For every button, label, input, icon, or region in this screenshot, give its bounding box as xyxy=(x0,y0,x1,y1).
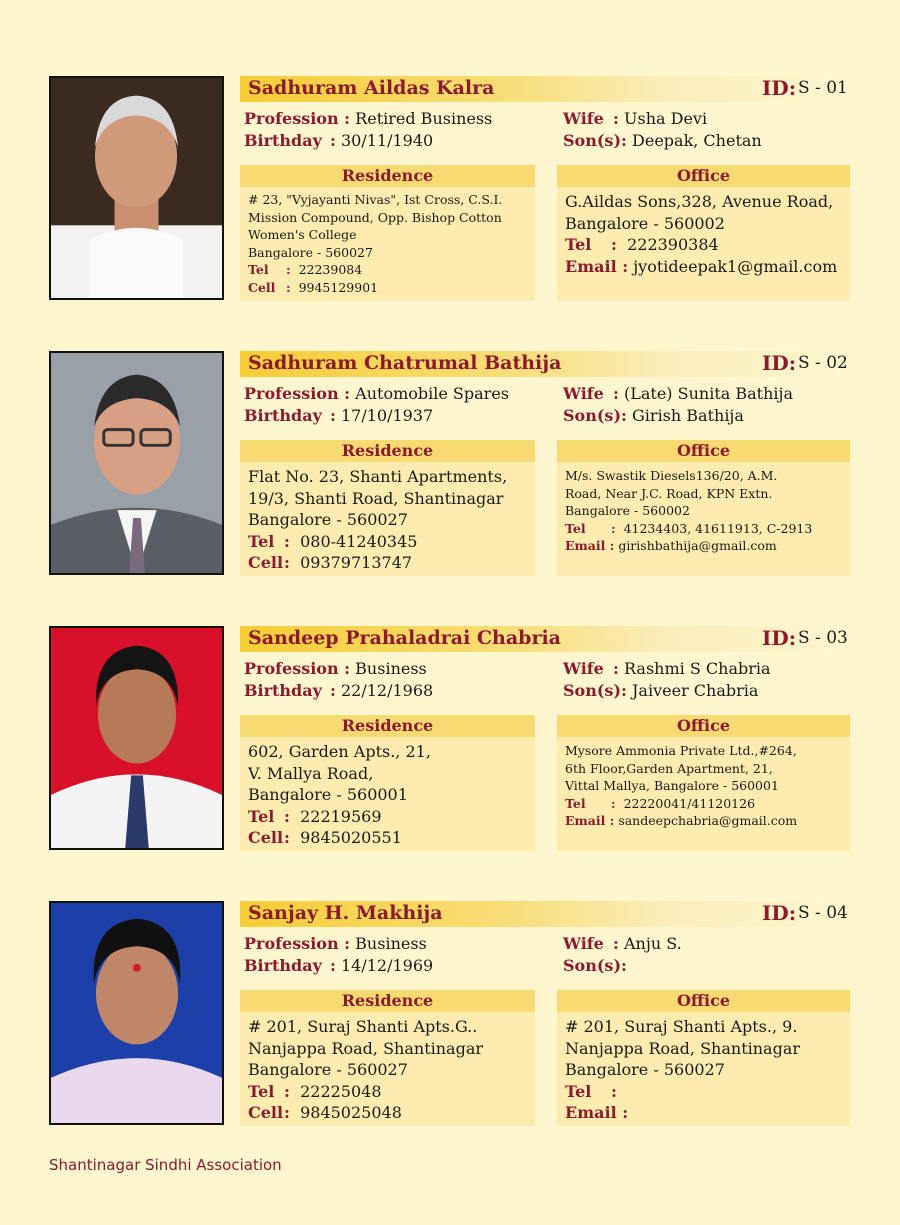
office-box xyxy=(557,715,850,851)
sons-value: Jaiveer Chabria xyxy=(632,681,759,700)
tel-value: 22225048 xyxy=(300,1081,382,1101)
profession-label: Profession : xyxy=(244,934,351,953)
cell-label: Cell xyxy=(248,1103,284,1122)
member-name: Sandeep Prahaladrai Chabria xyxy=(248,627,561,649)
birthday-colon: : xyxy=(330,956,336,975)
profession-row xyxy=(244,109,492,128)
colon: : xyxy=(284,1081,290,1101)
residence-heading: Residence xyxy=(240,990,535,1012)
office-email xyxy=(565,256,850,278)
residence-box xyxy=(240,990,535,1126)
office-box xyxy=(557,990,850,1126)
sons-row xyxy=(563,406,744,425)
wife-row xyxy=(563,659,771,678)
sons-label: Son(s): xyxy=(563,681,627,700)
colon: : xyxy=(286,262,291,277)
profession-value: Automobile Spares xyxy=(355,384,509,403)
member-name: Sanjay H. Makhija xyxy=(248,902,443,924)
profession-row xyxy=(244,384,509,403)
cell-label: Cell xyxy=(248,553,284,572)
office-tel xyxy=(565,520,850,538)
name-bar xyxy=(240,626,850,652)
sons-value: Girish Bathija xyxy=(632,406,744,425)
address-line: Nanjappa Road, Shantinagar xyxy=(248,1038,484,1058)
sons-label: Son(s): xyxy=(563,406,627,425)
wife-label: Wife xyxy=(563,659,604,678)
residence-cell xyxy=(248,827,535,849)
birthday-colon: : xyxy=(330,681,336,700)
sons-label: Son(s): xyxy=(563,956,627,975)
birthday-value: 14/12/1969 xyxy=(341,956,434,975)
address-line: M/s. Swastik Diesels136/20, A.M. xyxy=(565,468,778,483)
tel-value: 22219569 xyxy=(300,806,382,826)
sons-row xyxy=(563,956,627,975)
office-heading: Office xyxy=(557,990,850,1012)
member-photo xyxy=(49,901,224,1125)
colon: : xyxy=(284,553,290,572)
member-entry-s02 xyxy=(0,351,900,581)
tel-label: Tel xyxy=(248,531,275,551)
address-line: # 23, "Vyjayanti Nivas", Ist Cross, C.S.I. xyxy=(248,192,503,207)
wife-label: Wife xyxy=(563,109,604,128)
address-line: V. Mallya Road, xyxy=(248,763,374,783)
address-line: 19/3, Shanti Road, Shantinagar xyxy=(248,488,504,508)
email-value: jyotideepak1@gmail.com xyxy=(633,256,838,276)
profession-row xyxy=(244,659,427,678)
address-line: Mission Compound, Opp. Bishop Cotton xyxy=(248,209,502,225)
sons-row xyxy=(563,131,762,150)
address-line: Road, Near J.C. Road, KPN Extn. xyxy=(565,485,773,501)
member-name: Sadhuram Aildas Kalra xyxy=(248,77,495,99)
wife-value: Usha Devi xyxy=(624,109,708,128)
birthday-colon: : xyxy=(330,131,336,150)
cell-value: 9845025048 xyxy=(300,1103,402,1122)
colon: : xyxy=(611,235,617,254)
residence-tel xyxy=(248,531,535,553)
office-tel xyxy=(565,234,850,256)
address-line: Bangalore - 560027 xyxy=(248,510,408,529)
tel-label: Tel xyxy=(565,520,586,536)
tel-label: Tel xyxy=(565,235,592,254)
office-email xyxy=(565,537,850,555)
wife-colon: : xyxy=(613,109,619,128)
residence-box xyxy=(240,715,535,851)
office-heading: Office xyxy=(557,165,850,187)
wife-colon: : xyxy=(613,384,619,403)
name-bar xyxy=(240,76,850,102)
member-id: S - 01 xyxy=(798,78,848,98)
address-line: Flat No. 23, Shanti Apartments, xyxy=(248,467,508,486)
profession-label: Profession : xyxy=(244,659,351,678)
cell-value: 9845020551 xyxy=(300,828,402,847)
id-label: ID: xyxy=(762,626,797,650)
wife-colon: : xyxy=(613,934,619,953)
residence-tel xyxy=(248,261,535,279)
id-label: ID: xyxy=(762,901,797,925)
email-label: Email : xyxy=(565,813,615,828)
address-line: Nanjappa Road, Shantinagar xyxy=(565,1038,801,1058)
tel-label: Tel xyxy=(248,262,269,277)
tel-label: Tel xyxy=(248,1081,275,1101)
profession-row xyxy=(244,934,427,953)
residence-box xyxy=(240,440,535,576)
address-line: Bangalore - 560001 xyxy=(248,785,408,804)
residence-tel xyxy=(248,1081,535,1103)
profession-value: Business xyxy=(355,934,427,953)
birthday-row xyxy=(244,956,433,975)
profession-label: Profession : xyxy=(244,109,351,128)
tel-value: 22239084 xyxy=(298,262,363,277)
office-box xyxy=(557,165,850,301)
address-line: Vittal Mallya, Bangalore - 560001 xyxy=(565,778,779,793)
residence-cell xyxy=(248,1102,535,1124)
colon: : xyxy=(284,806,290,826)
wife-label: Wife xyxy=(563,934,604,953)
birthday-value: 22/12/1968 xyxy=(341,681,434,700)
birthday-value: 30/11/1940 xyxy=(341,131,434,150)
office-heading: Office xyxy=(557,715,850,737)
address-line: Bangalore - 560002 xyxy=(565,503,690,518)
office-email xyxy=(565,1102,850,1124)
colon: : xyxy=(284,1103,290,1122)
tel-label: Tel xyxy=(565,795,586,811)
cell-value: 09379713747 xyxy=(300,553,413,572)
cell-label: Cell xyxy=(248,279,276,295)
address-line: 6th Floor,Garden Apartment, 21, xyxy=(565,760,773,776)
wife-row xyxy=(563,109,707,128)
wife-colon: : xyxy=(613,659,619,678)
residence-heading: Residence xyxy=(240,165,535,187)
member-id: S - 04 xyxy=(798,903,848,923)
residence-heading: Residence xyxy=(240,715,535,737)
name-bar xyxy=(240,901,850,927)
office-box xyxy=(557,440,850,576)
address-line: # 201, Suraj Shanti Apts., 9. xyxy=(565,1017,798,1036)
member-photo xyxy=(49,76,224,300)
address-line: 602, Garden Apts., 21, xyxy=(248,742,431,761)
sons-value: Deepak, Chetan xyxy=(632,131,762,150)
birthday-value: 17/10/1937 xyxy=(341,406,434,425)
member-entry-s03 xyxy=(0,626,900,856)
wife-value: Rashmi S Chabria xyxy=(624,659,771,678)
sons-label: Son(s): xyxy=(563,131,627,150)
footer-association-name: Shantinagar Sindhi Association xyxy=(49,1156,282,1174)
profession-value: Retired Business xyxy=(355,109,493,128)
wife-value: (Late) Sunita Bathija xyxy=(624,384,794,403)
colon: : xyxy=(611,795,616,811)
colon: : xyxy=(611,1081,617,1101)
profession-label: Profession : xyxy=(244,384,351,403)
tel-value: 080-41240345 xyxy=(300,531,418,551)
birthday-label: Birthday xyxy=(244,681,322,700)
member-photo xyxy=(49,351,224,575)
wife-value: Anju S. xyxy=(624,934,682,953)
address-line: Bangalore - 560027 xyxy=(565,1060,725,1079)
colon: : xyxy=(611,520,616,536)
office-heading: Office xyxy=(557,440,850,462)
address-line: Women's College xyxy=(248,227,357,242)
address-line: Mysore Ammonia Private Ltd.,#264, xyxy=(565,743,797,758)
residence-tel xyxy=(248,806,535,828)
id-label: ID: xyxy=(762,76,797,100)
residence-cell xyxy=(248,552,535,574)
id-label: ID: xyxy=(762,351,797,375)
name-bar xyxy=(240,351,850,377)
address-line: G.Aildas Sons,328, Avenue Road, xyxy=(565,192,834,211)
cell-value: 9945129901 xyxy=(298,279,379,295)
office-tel xyxy=(565,1081,850,1103)
residence-box xyxy=(240,165,535,301)
residence-heading: Residence xyxy=(240,440,535,462)
member-entry-s01 xyxy=(0,76,900,306)
tel-value: 41234403, 41611913, C-2913 xyxy=(623,520,813,536)
member-photo xyxy=(49,626,224,850)
residence-cell xyxy=(248,279,535,297)
address-line: Bangalore - 560027 xyxy=(248,244,373,260)
wife-row xyxy=(563,384,793,403)
member-entry-s04 xyxy=(0,901,900,1131)
birthday-row xyxy=(244,131,433,150)
email-label: Email : xyxy=(565,538,615,553)
tel-label: Tel xyxy=(248,806,275,826)
birthday-label: Birthday xyxy=(244,406,322,425)
colon: : xyxy=(286,279,291,295)
member-name: Sadhuram Chatrumal Bathija xyxy=(248,352,562,374)
office-email xyxy=(565,812,850,830)
tel-label: Tel xyxy=(565,1081,592,1101)
birthday-colon: : xyxy=(330,406,336,425)
address-line: Bangalore - 560002 xyxy=(565,213,725,233)
member-id: S - 03 xyxy=(798,628,848,648)
colon: : xyxy=(284,531,290,551)
email-value: sandeepchabria@gmail.com xyxy=(618,813,798,828)
birthday-row xyxy=(244,406,433,425)
office-tel xyxy=(565,795,850,813)
member-id: S - 02 xyxy=(798,353,848,373)
address-line: # 201, Suraj Shanti Apts.G.. xyxy=(248,1017,478,1036)
sons-row xyxy=(563,681,758,700)
wife-row xyxy=(563,934,682,953)
colon: : xyxy=(284,828,290,847)
wife-label: Wife xyxy=(563,384,604,403)
cell-label: Cell xyxy=(248,828,284,847)
address-line: Bangalore - 560027 xyxy=(248,1060,408,1079)
birthday-label: Birthday xyxy=(244,956,322,975)
tel-value: 22220041/41120126 xyxy=(623,795,756,811)
email-label: Email : xyxy=(565,1103,629,1122)
birthday-row xyxy=(244,681,433,700)
tel-value: 222390384 xyxy=(627,235,719,254)
email-label: Email : xyxy=(565,256,629,276)
birthday-label: Birthday xyxy=(244,131,322,150)
email-value: girishbathija@gmail.com xyxy=(618,538,777,553)
profession-value: Business xyxy=(355,659,427,678)
